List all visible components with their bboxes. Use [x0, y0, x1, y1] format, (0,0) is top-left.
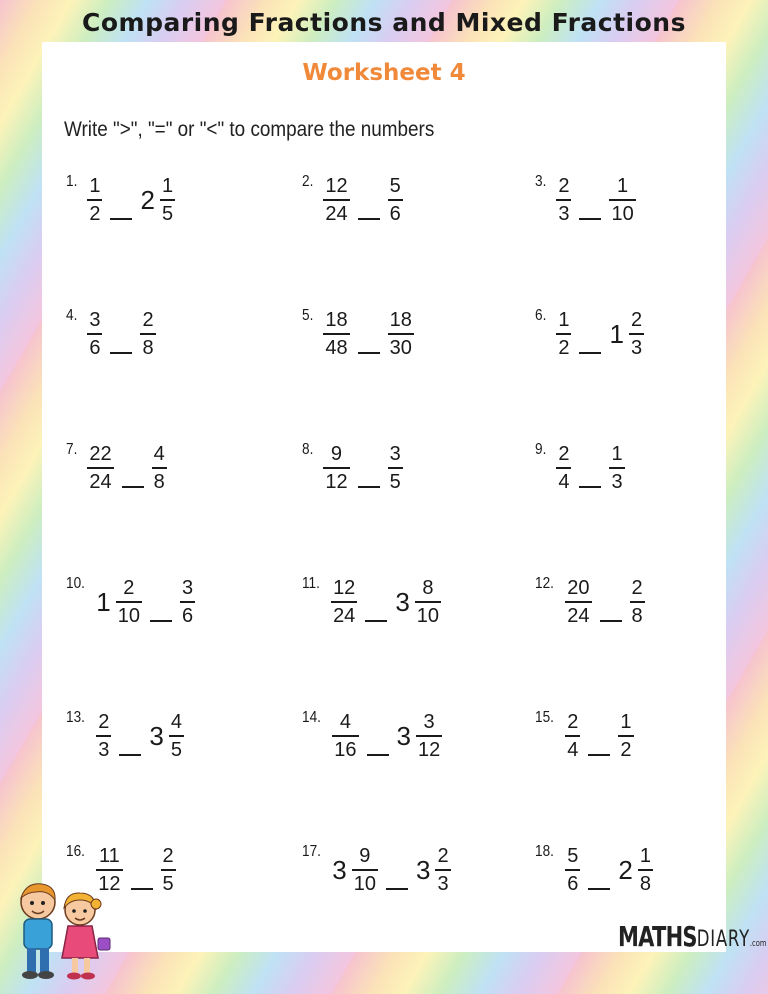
numerator: 1	[620, 711, 632, 733]
denominator: 6	[180, 601, 195, 626]
term-b	[416, 846, 451, 894]
denominator: 6	[87, 333, 102, 358]
numerator: 18	[325, 309, 348, 331]
numerator: 18	[389, 309, 412, 331]
fraction	[388, 444, 403, 492]
term-b	[388, 444, 403, 492]
term-a	[556, 176, 571, 224]
term-b	[609, 176, 635, 224]
question-number: 14.	[302, 709, 321, 726]
fraction	[388, 176, 403, 224]
problem-13	[66, 706, 266, 766]
problem-15	[535, 706, 735, 766]
fraction	[169, 712, 184, 760]
problem-11	[302, 572, 502, 632]
term-b	[395, 578, 441, 626]
problem-3	[535, 170, 735, 230]
fraction	[152, 444, 167, 492]
term-a	[87, 444, 113, 492]
term-a	[556, 444, 571, 492]
fraction	[180, 578, 195, 626]
term-b	[397, 712, 443, 760]
answer-blank[interactable]	[579, 218, 601, 220]
answer-blank[interactable]	[588, 888, 610, 890]
numerator: 4	[170, 711, 182, 733]
problem-4	[66, 304, 266, 364]
numerator: 5	[389, 175, 401, 197]
denominator: 48	[323, 333, 349, 358]
problem-6	[535, 304, 735, 364]
numerator: 3	[89, 309, 101, 331]
term-b	[140, 310, 155, 358]
fraction	[415, 578, 441, 626]
denominator: 30	[388, 333, 414, 358]
denominator: 6	[565, 869, 580, 894]
term-b	[618, 846, 653, 894]
denominator: 4	[556, 467, 571, 492]
problem-2	[302, 170, 502, 230]
question-number: 15.	[535, 709, 554, 726]
answer-blank[interactable]	[600, 620, 622, 622]
denominator: 2	[87, 199, 102, 224]
answer-blank[interactable]	[110, 218, 132, 220]
answer-blank[interactable]	[358, 218, 380, 220]
numerator: 4	[153, 443, 165, 465]
fraction	[388, 310, 414, 358]
denominator: 10	[415, 601, 441, 626]
denominator: 8	[630, 601, 645, 626]
whole-number: 3	[415, 854, 431, 885]
term-a	[332, 712, 358, 760]
answer-blank[interactable]	[367, 754, 389, 756]
answer-blank[interactable]	[579, 352, 601, 354]
question-number: 2.	[302, 173, 314, 190]
term-a	[323, 444, 349, 492]
numerator: 2	[162, 845, 174, 867]
fraction	[87, 310, 102, 358]
question-number: 1.	[66, 173, 78, 190]
fraction	[609, 444, 624, 492]
term-a	[331, 578, 357, 626]
fraction	[416, 712, 442, 760]
answer-blank[interactable]	[579, 486, 601, 488]
numerator: 22	[89, 443, 112, 465]
numerator: 2	[437, 845, 449, 867]
numerator: 3	[423, 711, 435, 733]
term-a	[96, 578, 142, 626]
problem-8	[302, 438, 502, 498]
problem-9	[535, 438, 735, 498]
numerator: 8	[422, 577, 434, 599]
question-number: 18.	[535, 843, 554, 860]
fraction	[140, 310, 155, 358]
question-number: 6.	[535, 307, 547, 324]
fraction	[323, 444, 349, 492]
denominator: 8	[140, 333, 155, 358]
denominator: 24	[331, 601, 357, 626]
numerator: 1	[611, 443, 623, 465]
answer-blank[interactable]	[386, 888, 408, 890]
denominator: 12	[416, 735, 442, 760]
question-number: 13.	[66, 709, 85, 726]
term-b	[618, 712, 633, 760]
problem-7	[66, 438, 266, 498]
term-b	[388, 176, 403, 224]
fraction	[323, 176, 349, 224]
fraction	[331, 578, 357, 626]
denominator: 6	[388, 199, 403, 224]
fraction	[323, 310, 349, 358]
numerator: 3	[181, 577, 194, 599]
answer-blank[interactable]	[365, 620, 387, 622]
numerator: 1	[617, 175, 629, 197]
problem-5	[302, 304, 502, 364]
numerator: 1	[639, 845, 651, 867]
numerator: 12	[325, 175, 348, 197]
denominator: 3	[629, 333, 644, 358]
numerator: 1	[89, 175, 101, 197]
fraction	[556, 176, 571, 224]
term-b	[140, 176, 175, 224]
whole-number: 3	[149, 720, 164, 751]
denominator: 2	[556, 333, 571, 358]
question-number: 8.	[302, 441, 314, 458]
fraction	[618, 712, 633, 760]
numerator: 20	[567, 577, 590, 599]
question-number: 7.	[66, 441, 78, 458]
fraction	[161, 846, 176, 894]
denominator: 3	[556, 199, 571, 224]
term-b	[630, 578, 645, 626]
fraction	[565, 846, 580, 894]
problem-17	[302, 840, 502, 900]
fraction	[556, 444, 571, 492]
fraction	[609, 176, 635, 224]
fraction	[332, 712, 358, 760]
term-a	[556, 310, 571, 358]
fraction	[435, 846, 450, 894]
numerator: 2	[558, 443, 570, 465]
term-b	[609, 310, 644, 358]
denominator: 24	[565, 601, 591, 626]
numerator: 2	[558, 175, 570, 197]
term-a	[323, 176, 349, 224]
term-a	[87, 310, 102, 358]
denominator: 12	[96, 869, 122, 894]
logo-suffix: .com	[749, 939, 767, 949]
answer-blank[interactable]	[122, 486, 144, 488]
term-a	[323, 310, 349, 358]
question-number: 10.	[66, 575, 85, 592]
fraction	[116, 578, 142, 626]
problem-14	[302, 706, 502, 766]
problem-10	[66, 572, 266, 632]
worksheet-subtitle: Worksheet 4	[302, 60, 466, 86]
denominator: 5	[388, 467, 403, 492]
fraction	[629, 310, 644, 358]
whole-number: 3	[396, 720, 411, 751]
numerator: 5	[567, 845, 579, 867]
question-number: 9.	[535, 441, 547, 458]
denominator: 10	[116, 601, 142, 626]
denominator: 5	[169, 735, 184, 760]
whole-number: 2	[140, 184, 155, 215]
numerator: 2	[142, 309, 154, 331]
answer-blank[interactable]	[588, 754, 610, 756]
worksheet-sheet	[42, 42, 726, 952]
logo-bold-text: MATHS	[618, 920, 697, 953]
fraction	[565, 712, 580, 760]
answer-blank[interactable]	[150, 620, 172, 622]
kids-illustration	[8, 880, 118, 985]
denominator: 10	[352, 869, 378, 894]
term-a	[87, 176, 102, 224]
term-b	[388, 310, 414, 358]
fraction	[160, 176, 175, 224]
term-a	[565, 846, 580, 894]
denominator: 2	[618, 735, 633, 760]
question-number: 17.	[302, 843, 321, 860]
question-number: 11.	[302, 575, 320, 592]
fraction	[87, 444, 113, 492]
numerator: 9	[330, 443, 343, 465]
numerator: 11	[98, 845, 120, 867]
numerator: 2	[98, 711, 110, 733]
denominator: 3	[435, 869, 450, 894]
numerator: 1	[161, 175, 174, 197]
fraction	[556, 310, 571, 358]
numerator: 3	[389, 443, 401, 465]
term-b	[149, 712, 184, 760]
whole-number: 3	[332, 854, 347, 885]
fraction	[96, 712, 111, 760]
term-a	[332, 846, 378, 894]
problem-18	[535, 840, 735, 900]
whole-number: 2	[618, 854, 633, 885]
answer-blank[interactable]	[358, 352, 380, 354]
denominator: 12	[323, 467, 349, 492]
question-number: 16.	[66, 843, 85, 860]
answer-blank[interactable]	[131, 888, 153, 890]
term-b	[609, 444, 624, 492]
mathsdiary-logo	[618, 920, 766, 953]
logo-light-text: DIARY	[696, 927, 750, 952]
numerator: 2	[630, 309, 643, 331]
numerator: 2	[567, 711, 579, 733]
term-a	[96, 712, 111, 760]
fraction	[87, 176, 102, 224]
term-b	[180, 578, 195, 626]
denominator: 16	[332, 735, 358, 760]
fraction	[352, 846, 378, 894]
denominator: 4	[565, 735, 580, 760]
question-number: 12.	[535, 575, 554, 592]
answer-blank[interactable]	[110, 352, 132, 354]
term-a	[565, 712, 580, 760]
denominator: 3	[96, 735, 111, 760]
denominator: 24	[323, 199, 349, 224]
whole-number: 3	[395, 586, 410, 617]
denominator: 24	[87, 467, 113, 492]
whole-number: 1	[609, 318, 624, 349]
page-title: Comparing Fractions and Mixed Fractions	[82, 8, 686, 37]
term-a	[565, 578, 591, 626]
denominator: 5	[161, 869, 176, 894]
denominator: 3	[609, 467, 624, 492]
question-number: 3.	[535, 173, 547, 190]
fraction	[638, 846, 653, 894]
fraction	[630, 578, 645, 626]
answer-blank[interactable]	[358, 486, 380, 488]
numerator: 4	[339, 711, 351, 733]
denominator: 8	[152, 467, 167, 492]
denominator: 10	[609, 199, 635, 224]
numerator: 9	[359, 845, 371, 867]
term-b	[152, 444, 167, 492]
denominator: 8	[638, 869, 653, 894]
problem-1	[66, 170, 266, 230]
numerator: 2	[631, 577, 643, 599]
question-number: 5.	[302, 307, 314, 324]
fraction	[565, 578, 591, 626]
denominator: 5	[160, 199, 175, 224]
whole-number: 1	[96, 586, 111, 617]
term-b	[161, 846, 176, 894]
problem-12	[535, 572, 735, 632]
question-number: 4.	[66, 307, 78, 324]
numerator: 1	[558, 309, 570, 331]
numerator: 12	[333, 577, 356, 599]
answer-blank[interactable]	[119, 754, 141, 756]
instruction-text: Write ">", "=" or "<" to compare the numbers	[64, 118, 435, 141]
numerator: 2	[123, 577, 135, 599]
